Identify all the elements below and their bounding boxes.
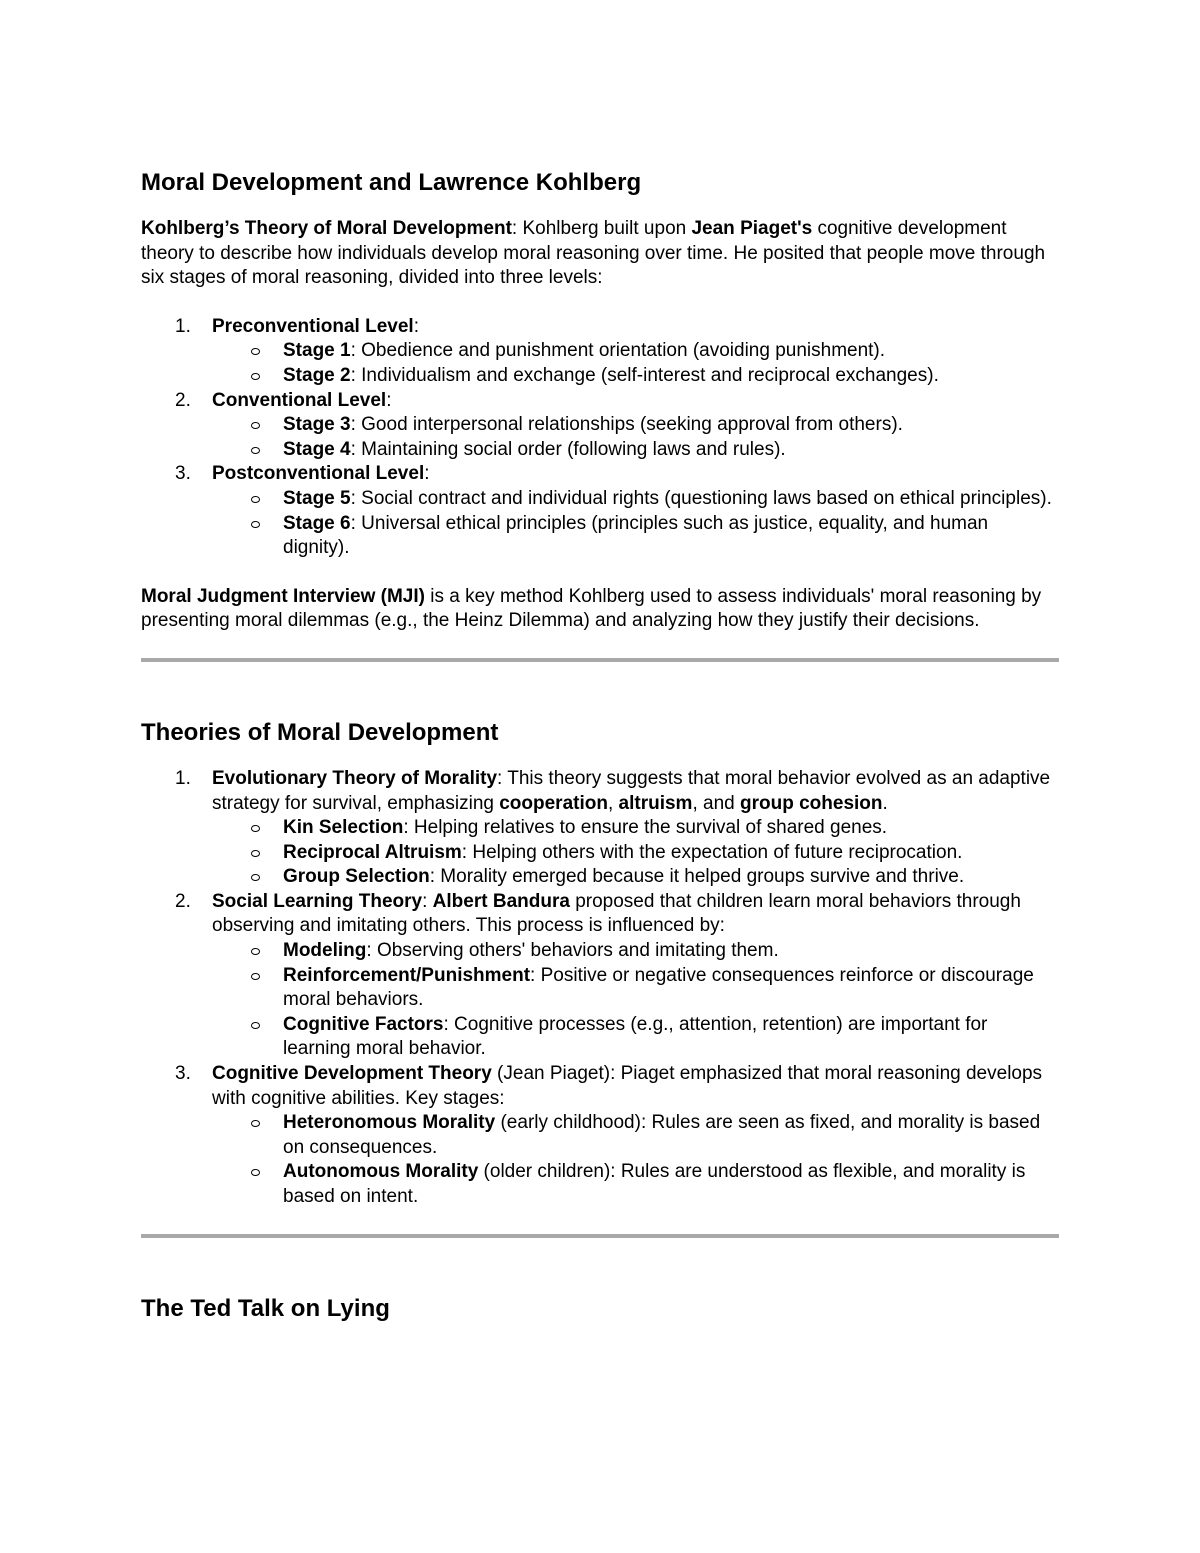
stage-item	[141, 364, 1059, 389]
circle-bullet-icon	[251, 973, 260, 980]
bold-term: Albert Bandura	[432, 890, 570, 912]
level-suffix: :	[413, 315, 419, 337]
subitem-label: Cognitive Factors	[283, 1013, 444, 1035]
list-number: 2.	[175, 389, 191, 411]
subitem-text: (older children): Rules are understood as flexible, and morality is based on intent.	[283, 1161, 1026, 1207]
stage-item	[141, 512, 1059, 561]
circle-bullet-icon	[251, 948, 260, 955]
subitem-text: : Cognitive processes (e.g., attention, retention) are important for learning moral behavior.	[283, 1013, 988, 1060]
document-content	[141, 164, 1059, 1328]
theory-term: Kohlberg’s Theory of Moral Development	[141, 218, 512, 239]
theory-subitem	[141, 1160, 1059, 1209]
list-item-cognitive-development-theory	[141, 1062, 1059, 1210]
list-item-level-2	[141, 389, 1059, 463]
subitem-label: Group Selection	[283, 866, 430, 888]
theory-subitem	[141, 865, 1059, 890]
theories-list	[141, 767, 1059, 1210]
level-label: Conventional Level	[212, 389, 387, 411]
theory-subitem	[141, 1013, 1059, 1062]
stage-label: Stage 6	[283, 512, 351, 534]
theory-text: .	[882, 792, 888, 814]
theory-text: : This theory suggests that moral behavior evolved as an adaptive strategy for survival, emphasizing	[212, 767, 1051, 814]
circle-bullet-icon	[251, 850, 260, 857]
stage-text: : Good interpersonal relationships (seeking approval from others).	[350, 414, 903, 436]
list-item-evolutionary-theory	[141, 767, 1059, 890]
stage-label: Stage 1	[283, 340, 351, 362]
subitem-text: : Helping relatives to ensure the survival of shared genes.	[403, 817, 888, 839]
circle-bullet-icon	[251, 874, 260, 881]
theory-subitem	[141, 816, 1059, 841]
bold-term: cooperation	[499, 792, 608, 814]
circle-bullet-icon	[251, 1120, 260, 1127]
level-label: Preconventional Level	[212, 315, 414, 337]
kohlberg-levels-list	[141, 315, 1059, 561]
circle-bullet-icon	[251, 422, 260, 429]
stage-list	[212, 339, 1059, 388]
stage-text: : Maintaining social order (following laws and rules).	[350, 438, 786, 460]
theory-text: (Jean Piaget): Piaget emphasized that moral reasoning develops with cognitive abilities. Key stages:	[212, 1063, 1043, 1109]
subitem-label: Reinforcement/Punishment	[283, 964, 531, 986]
piaget-name: Jean Piaget's	[691, 218, 813, 239]
intro-text-2: cognitive development theory to describe how individuals develop moral reasoning over time. He posited that people move through six stages of moral reasoning, divided into three levels:	[141, 218, 1046, 289]
circle-bullet-icon	[251, 373, 260, 380]
theory-text: , and	[692, 792, 740, 814]
stage-list	[212, 487, 1059, 561]
subitem-label: Reciprocal Altruism	[283, 841, 462, 863]
stage-item	[141, 413, 1059, 438]
theory-subitem	[141, 939, 1059, 964]
level-suffix: :	[424, 463, 430, 485]
stage-item	[141, 339, 1059, 364]
section-heading-ted-talk: The Ted Talk on Lying	[141, 1294, 390, 1322]
subitem-label: Autonomous Morality	[283, 1161, 479, 1183]
theory-label: Cognitive Development Theory	[212, 1063, 492, 1085]
section-heading-kohlberg: Moral Development and Lawrence Kohlberg	[141, 169, 642, 196]
theory-subitem	[141, 964, 1059, 1013]
subitem-text: : Observing others' behaviors and imitating them.	[366, 940, 779, 962]
subitem-label: Kin Selection	[283, 817, 404, 839]
subitem-text: : Morality emerged because it helped groups survive and thrive.	[429, 866, 965, 888]
stage-text: : Universal ethical principles (principles such as justice, equality, and human dignity).	[283, 512, 989, 559]
list-item-level-3	[141, 462, 1059, 560]
stage-label: Stage 5	[283, 487, 351, 509]
list-item-level-1	[141, 315, 1059, 389]
bold-term: group cohesion	[740, 792, 883, 814]
list-number: 1.	[175, 315, 191, 337]
stage-text: : Individualism and exchange (self-interest and reciprocal exchanges).	[350, 364, 939, 386]
list-number: 3.	[175, 463, 191, 485]
mji-paragraph	[141, 585, 1059, 634]
stage-text: : Obedience and punishment orientation (avoiding punishment).	[350, 340, 886, 362]
level-label: Postconventional Level	[212, 463, 425, 485]
theory-sublist	[212, 939, 1059, 1062]
theory-subitem	[141, 1111, 1059, 1160]
list-number: 1.	[175, 767, 191, 789]
theory-text: proposed that children learn moral behaviors through observing and imitating others. This process is influenced by:	[212, 890, 1021, 937]
subitem-text: : Positive or negative consequences reinforce or discourage moral behaviors.	[283, 964, 1034, 1011]
stage-label: Stage 2	[283, 364, 351, 386]
stage-item	[141, 438, 1059, 463]
circle-bullet-icon	[251, 348, 260, 355]
circle-bullet-icon	[251, 447, 260, 454]
circle-bullet-icon	[251, 496, 260, 503]
theory-subitem	[141, 841, 1059, 866]
mji-term: Moral Judgment Interview (MJI)	[141, 585, 425, 607]
theory-text: ,	[607, 792, 619, 814]
level-suffix: :	[386, 389, 392, 411]
mji-text: is a key method Kohlberg used to assess individuals' moral reasoning by presenting moral dilemmas (e.g., the Heinz Dilemma) and analyzing how they justify their decisions.	[141, 585, 1042, 632]
stage-label: Stage 4	[283, 438, 351, 460]
circle-bullet-icon	[251, 1169, 260, 1176]
theory-sublist	[212, 1111, 1059, 1209]
section-heading-theories: Theories of Moral Development	[141, 718, 499, 746]
theory-text: :	[422, 890, 433, 912]
circle-bullet-icon	[251, 825, 260, 832]
circle-bullet-icon	[251, 1022, 260, 1029]
circle-bullet-icon	[251, 521, 260, 528]
intro-text: : Kohlberg built upon	[511, 218, 692, 239]
subitem-label: Heteronomous Morality	[283, 1112, 496, 1134]
stage-list	[212, 413, 1059, 462]
subitem-label: Modeling	[283, 940, 367, 962]
theory-label: Social Learning Theory	[212, 890, 423, 912]
stage-label: Stage 3	[283, 414, 351, 436]
stage-item	[141, 487, 1059, 512]
theory-label: Evolutionary Theory of Morality	[212, 767, 498, 789]
kohlberg-intro-paragraph	[141, 217, 1059, 291]
subitem-text: (early childhood): Rules are seen as fixed, and morality is based on consequences.	[283, 1112, 1041, 1158]
bold-term: altruism	[618, 792, 693, 814]
list-number: 3.	[175, 1063, 191, 1085]
subitem-text: : Helping others with the expectation of future reciprocation.	[461, 841, 963, 863]
list-item-social-learning-theory	[141, 890, 1059, 1062]
theory-sublist	[212, 816, 1059, 890]
stage-text: : Social contract and individual rights (questioning laws based on ethical principles).	[350, 487, 1052, 509]
list-number: 2.	[175, 890, 191, 912]
